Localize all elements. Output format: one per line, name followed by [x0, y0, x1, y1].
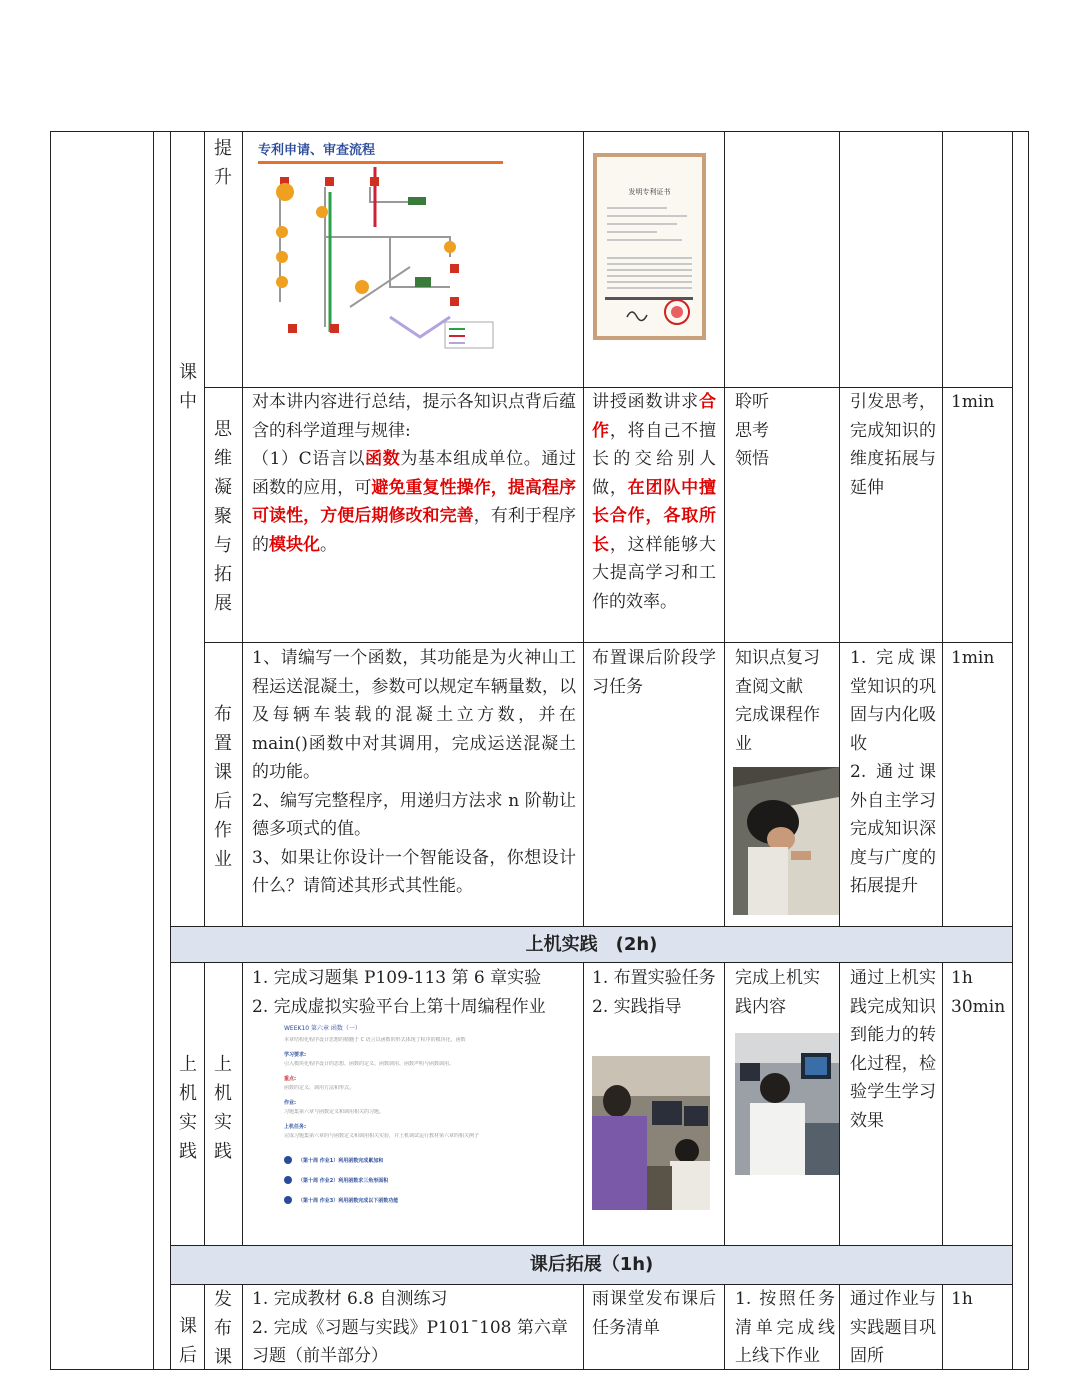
platform-section-head: 重点:	[284, 1076, 296, 1082]
lab-goal: 通过上机实践完成知识到能力的转化过程，检验学生学习效果	[850, 968, 936, 1131]
lab-classroom-photo-1	[592, 1056, 710, 1210]
step-label-tisheng: 提升	[214, 138, 232, 188]
platform-intro: 本章结构化程序设计思想的精髓于 C 语言以函数的形式体现了程序的模块化，函数	[284, 1037, 466, 1043]
task-icon	[284, 1156, 292, 1164]
after-content	[252, 1285, 578, 1371]
platform-week-title: WEEK10 第六章 函数（一）	[284, 1025, 361, 1032]
platform-section-head: 学习要求:	[284, 1052, 306, 1058]
siwei-student: 聆听 思考 领悟	[735, 392, 769, 469]
after-time: 1h	[951, 1289, 973, 1309]
platform-task-link[interactable]: （第十周 作业2）利用函数求三角形面积	[298, 1177, 389, 1184]
stage-label-in-class: 课中	[179, 362, 197, 412]
after-goal: 通过作业与实践题目巩固所	[850, 1289, 936, 1366]
lab-classroom-photo-2	[735, 1033, 839, 1175]
student-writing-photo-drawing	[733, 767, 839, 915]
certificate-drawing	[597, 157, 702, 336]
student-writing-photo	[733, 767, 839, 915]
platform-section-head: 作业:	[284, 1100, 296, 1106]
siwei-point-1: （1）C语言以函数为基本组成单位。通过函数的应用，可避免重复性操作，提高程序可读性，方便后期修改和完善，有利于程序的模块化。	[252, 449, 577, 555]
step-label-after: 发布课	[214, 1289, 232, 1368]
platform-section-text: 函数的定义、调用方法和形式。	[284, 1085, 355, 1091]
lab-classroom-photo-2-drawing	[735, 1033, 839, 1175]
platform-screenshot	[284, 1024, 574, 1242]
siwei-teacher: 讲授函数讲求合作，将自己不擅长的交给别人做，在团队中擅长合作，各取所长，这样能够大大提高学习和工作的效率。	[592, 392, 717, 612]
task-icon	[284, 1196, 292, 1204]
platform-section-text: 习题集第六章与函数定义和调用相关的习题。	[284, 1109, 385, 1115]
after-item-2: 2. 完成《习题与实践》P101¯108 第六章习题（前半部分）	[252, 1317, 568, 1366]
platform-task-link[interactable]: （第十周 作业1）利用函数完成累加和	[298, 1157, 384, 1164]
lab-student: 完成上机实践内容	[735, 968, 820, 1017]
patent-flow-diagram	[250, 137, 505, 357]
step-label-siwei: 思维凝聚与拓展	[214, 419, 232, 614]
patent-certificate	[593, 153, 706, 340]
lab-content	[252, 964, 576, 1021]
platform-task-link[interactable]: （第十周 作业3）利用函数完成以下函数功能	[298, 1197, 399, 1204]
siwei-intro: 对本讲内容进行总结，提示各知识点背后蕴含的科学道理与规律:	[252, 392, 576, 441]
homework-item-1: 1、请编写一个函数，其功能是为火神山工程运送混凝土，参数可以规定车辆量数，以及每辆车装载的混凝土立方数，并在 main()函数中对其调用，完成运送混凝土的功能。	[252, 648, 576, 782]
step-label-lab: 上机实践	[214, 1054, 232, 1162]
certificate-title: 发明专利证书	[628, 188, 671, 196]
lab-classroom-photo-1-drawing	[592, 1056, 710, 1210]
lab-item-1: 1. 完成习题集 P109-113 第 6 章实验	[252, 968, 542, 988]
homework-item-2: 2、编写完整程序，用递归方法求 n 阶勒让德多项式的值。	[252, 790, 576, 839]
siwei-goal: 引发思考，完成知识的维度拓展与延伸	[850, 392, 936, 498]
homework-goal: 1. 完成课堂知识的巩固与内化吸收 2. 通过课外自主学习完成知识深度与广度的拓展提升	[850, 648, 936, 896]
extension-band: 课后拓展（1h)	[171, 1246, 1012, 1284]
homework-item-3: 3、如果让你设计一个智能设备，你想设计什么？请简述其形式其性能。	[252, 847, 576, 896]
homework-time: 1min	[951, 648, 995, 668]
stage-label-lab: 上机实践	[179, 1054, 197, 1162]
siwei-content	[252, 388, 576, 559]
lab-time: 1h 30min	[951, 968, 1006, 1017]
platform-section-text: 完成习题集第六章的与函数定义和调用相关实验，并上机调试运行教材第六章的相关例子	[284, 1133, 480, 1139]
practice-band: 上机实践 (2h)	[171, 927, 1012, 962]
lab-teacher: 1. 布置实验任务 2. 实践指导	[592, 968, 716, 1017]
siwei-time: 1min	[951, 392, 995, 412]
lab-item-2: 2. 完成虚拟实验平台上第十周编程作业	[252, 996, 546, 1017]
platform-section-text: 引入模块化程序设计的思想、函数的定义、函数调用、函数声明与函数调用。	[284, 1061, 455, 1067]
after-student: 1. 按照任务清单完成线上线下作业	[735, 1289, 835, 1366]
task-icon	[284, 1176, 292, 1184]
patent-flowchart	[250, 137, 505, 357]
step-label-homework: 布置课后作业	[214, 704, 232, 870]
platform-section-head: 上机任务:	[284, 1124, 306, 1130]
after-item-1: 1. 完成教材 6.8 自测练习	[252, 1289, 448, 1309]
after-teacher: 雨课堂发布课后任务清单	[592, 1289, 716, 1338]
patent-flowchart-title: 专利申请、审查流程	[258, 143, 376, 158]
stage-label-after: 课后	[179, 1316, 197, 1366]
homework-content	[252, 644, 576, 901]
homework-teacher: 布置课后阶段学习任务	[592, 648, 716, 697]
homework-student: 知识点复习 查阅文献 完成课程作业	[735, 648, 820, 754]
